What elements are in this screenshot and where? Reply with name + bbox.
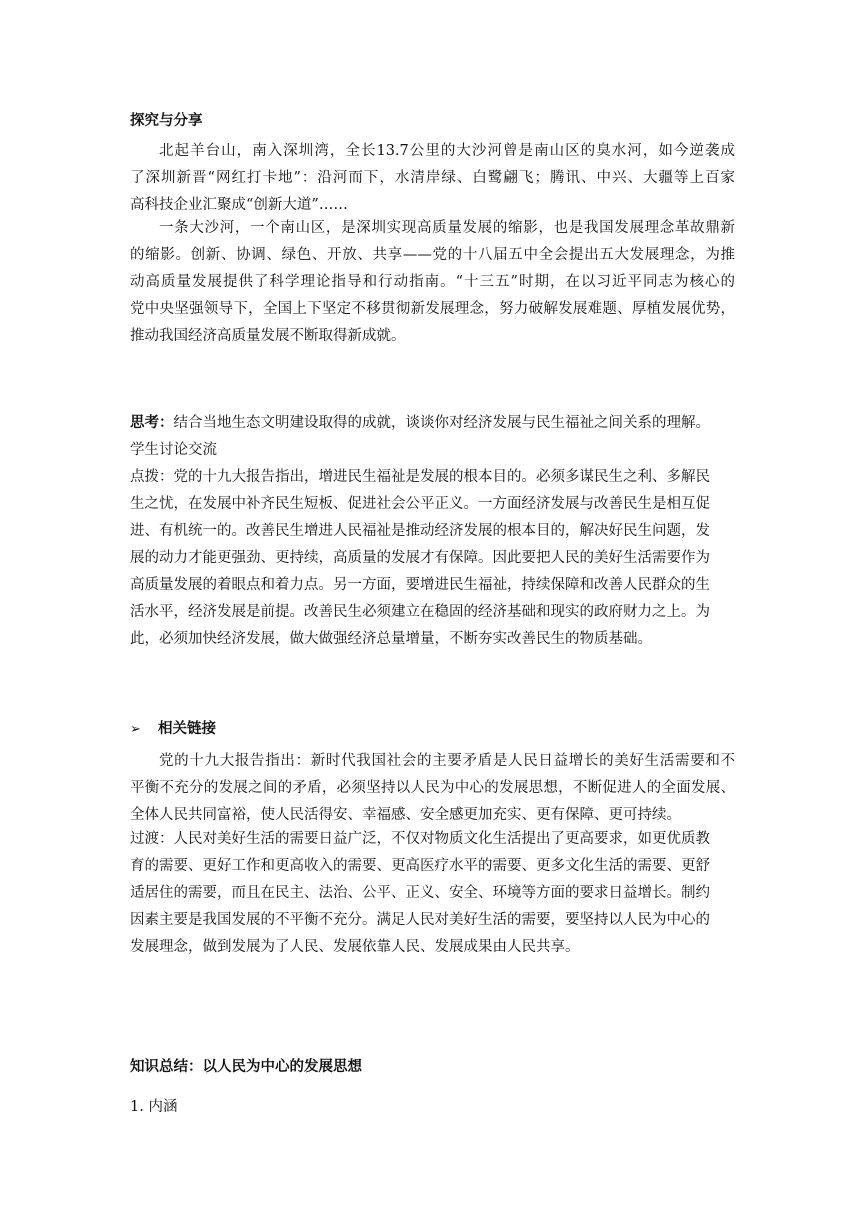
think-text: 结合当地生态文明建设取得的成就，谈谈你对经济发展与民生福祉之间关系的理解。: [173, 415, 710, 431]
summary-item-1: 1. 内涵: [130, 1099, 178, 1115]
text-line: 党中央坚强领导下，全国上下坚定不移贯彻新发展理念，努力破解发展难题、厚植发展优势，: [130, 301, 735, 317]
text-line: 了深圳新晋“网红打卡地”：沿河而下，水清岸绿、白鹭翩飞；腾讯、中兴、大疆等上百家: [130, 170, 735, 186]
related-links-title: 相关链接: [158, 721, 216, 737]
text-line: 因素主要是我国发展的不平衡不充分。满足人民对美好生活的需要，要坚持以人民为中心的: [130, 912, 710, 928]
text-line: 党的十九大报告指出：新时代我国社会的主要矛盾是人民日益增长的美好生活需要和不: [159, 753, 735, 769]
think-question: [130, 410, 735, 437]
think-label: 思考：: [130, 415, 174, 431]
transition-paragraph: [130, 826, 735, 961]
text-line: 一条大沙河，一个南山区，是深圳实现高质量发展的缩影，也是我国发展理念革故鼎新: [159, 220, 735, 236]
summary-title: 知识总结：以人民为中心的发展思想: [130, 1059, 362, 1075]
text-line: 适居住的需要，而且在民主、法治、公平、正义、安全、环境等方面的要求日益增长。制约: [130, 885, 710, 901]
discussion-note: 学生讨论交流: [130, 442, 217, 458]
text-line: 过渡：人民对美好生活的需要日益广泛，不仅对物质文化生活提出了更高要求，如更优质教: [130, 831, 710, 847]
text-line: 动高质量发展提供了科学理论指导和行动指南。“十三五”时期，在以习近平同志为核心的: [130, 274, 735, 290]
text-line: 的缩影。创新、协调、绿色、开放、共享——党的十八届五中全会提出五大发展理念，为推: [130, 247, 735, 263]
text-line: 北起羊台山，南入深圳湾，全长13.7公里的大沙河曾是南山区的臭水河，如今逆袭成: [159, 143, 735, 159]
text-line: 推动我国经济高质量发展不断取得新成就。: [130, 328, 406, 344]
section-title: 探究与分享: [130, 113, 203, 129]
text-line: 点拨：党的十九大报告指出，增进民生福祉是发展的根本目的。必须多谋民生之利、多解民: [130, 469, 710, 485]
text-line: 高科技企业汇聚成“创新大道”……: [130, 197, 348, 213]
hint-paragraph: [130, 464, 735, 653]
text-line: 发展理念，做到发展为了人民、发展依靠人民、发展成果由人民共享。: [130, 939, 580, 955]
related-links-heading: [130, 716, 735, 743]
arrow-bullet-icon: ➢: [130, 722, 141, 737]
text-line: 平衡不充分的发展之间的矛盾，必须坚持以人民为中心的发展思想，不断促进人的全面发展、: [130, 780, 735, 796]
paragraph-development: [130, 215, 735, 350]
text-line: 进、有机统一的。改善民生增进人民福祉是推动经济发展的根本目的，解决好民生问题，发: [130, 523, 710, 539]
text-line: 生之忧，在发展中补齐民生短板、促进社会公平正义。一方面经济发展与改善民生是相互促: [130, 496, 710, 512]
text-line: 全体人民共同富裕，使人民活得安、幸福感、安全感更加充实、更有保障、更可持续。: [130, 807, 681, 823]
text-line: 展的动力才能更强劲、更持续，高质量的发展才有保障。因此要把人民的美好生活需要作为: [130, 550, 710, 566]
paragraph-story: [130, 138, 735, 219]
related-links-paragraph: [130, 748, 735, 829]
text-line: 此，必须加快经济发展，做大做强经济总量增量，不断夯实改善民生的物质基础。: [130, 631, 652, 647]
text-line: 高质量发展的着眼点和着力点。另一方面，要增进民生福祉，持续保障和改善人民群众的生: [130, 577, 710, 593]
text-line: 活水平，经济发展是前提。改善民生必须建立在稳固的经济基础和现实的政府财力之上。为: [130, 604, 710, 620]
text-line: 育的需要、更好工作和更高收入的需要、更高医疗水平的需要、更多文化生活的需要、更舒: [130, 858, 710, 874]
